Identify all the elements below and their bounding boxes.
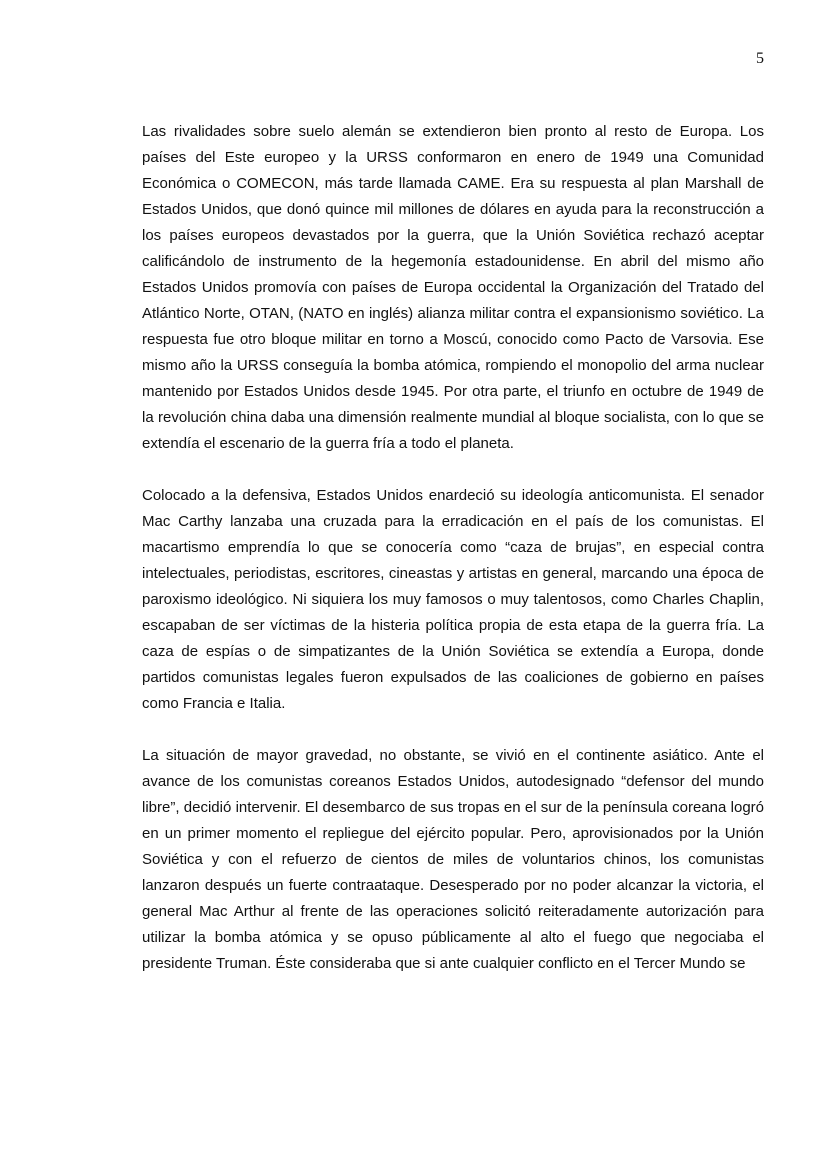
page-number: 5 (756, 50, 764, 67)
paragraph-european-rivalries: Las rivalidades sobre suelo alemán se extendieron bien pronto al resto de Europa. Los países del Este europeo y la URSS conformaron en enero de 1949 una Comunidad Económica o COMECON, más tarde llamada CAME. Era su respuesta al plan Marshall de Estados Unidos, que donó quince mil millones de dólares en ayuda para la reconstrucción a los países europeos devastados por la guerra, que la Unión Soviética rechazó aceptar calificándolo de instrumento de la hegemonía estadounidense. En abril del mismo año Estados Unidos promovía con países de Europa occidental la Organización del Tratado del Atlántico Norte, OTAN, (NATO en inglés) alianza militar contra el expansionismo soviético. La respuesta fue otro bloque militar en torno a Moscú, conocido como Pacto de Varsovia. Ese mismo año la URSS conseguía la bomba atómica, rompiendo el monopolio del arma nuclear mantenido por Estados Unidos desde 1945. Por otra parte, el triunfo en octubre de 1949 de la revolución china daba una dimensión realmente mundial al bloque socialista, con lo que se extendía el escenario de la guerra fría a todo el planeta. (142, 123, 764, 452)
document-body (142, 119, 764, 1003)
paragraph-mccarthyism: Colocado a la defensiva, Estados Unidos enardeció su ideología anticomunista. El senador Mac Carthy lanzaba una cruzada para la erradicación en el país de los comunistas. El macartismo emprendía lo que se conocería como “caza de brujas”, en especial contra intelectuales, periodistas, escritores, cineastas y artistas en general, marcando una época de paroxismo ideológico. Ni siquiera los muy famosos o muy talentosos, como Charles Chaplin, escapaban de ser víctimas de la histeria política propia de esta etapa de la guerra fría. La caza de espías o de simpatizantes de la Unión Soviética se extendía a Europa, donde partidos comunistas legales fueron expulsados de las coaliciones de gobierno en países como Francia e Italia. (142, 487, 764, 712)
paragraph-korean-war: La situación de mayor gravedad, no obstante, se vivió en el continente asiático. Ante el avance de los comunistas coreanos Estados Unidos, autodesignado “defensor del mundo libre”, decidió intervenir. El desembarco de sus tropas en el sur de la península coreana logró en un primer momento el repliegue del ejército popular. Pero, aprovisionados por la Unión Soviética y con el refuerzo de cientos de miles de voluntarios chinos, los comunistas lanzaron después un fuerte contraataque. Desesperado por no poder alcanzar la victoria, el general Mac Arthur al frente de las operaciones solicitó reiteradamente autorización para utilizar la bomba atómica y se opuso públicamente al alto el fuego que negociaba el presidente Truman. Éste consideraba que si ante cualquier conflicto en el Tercer Mundo se (142, 747, 764, 972)
